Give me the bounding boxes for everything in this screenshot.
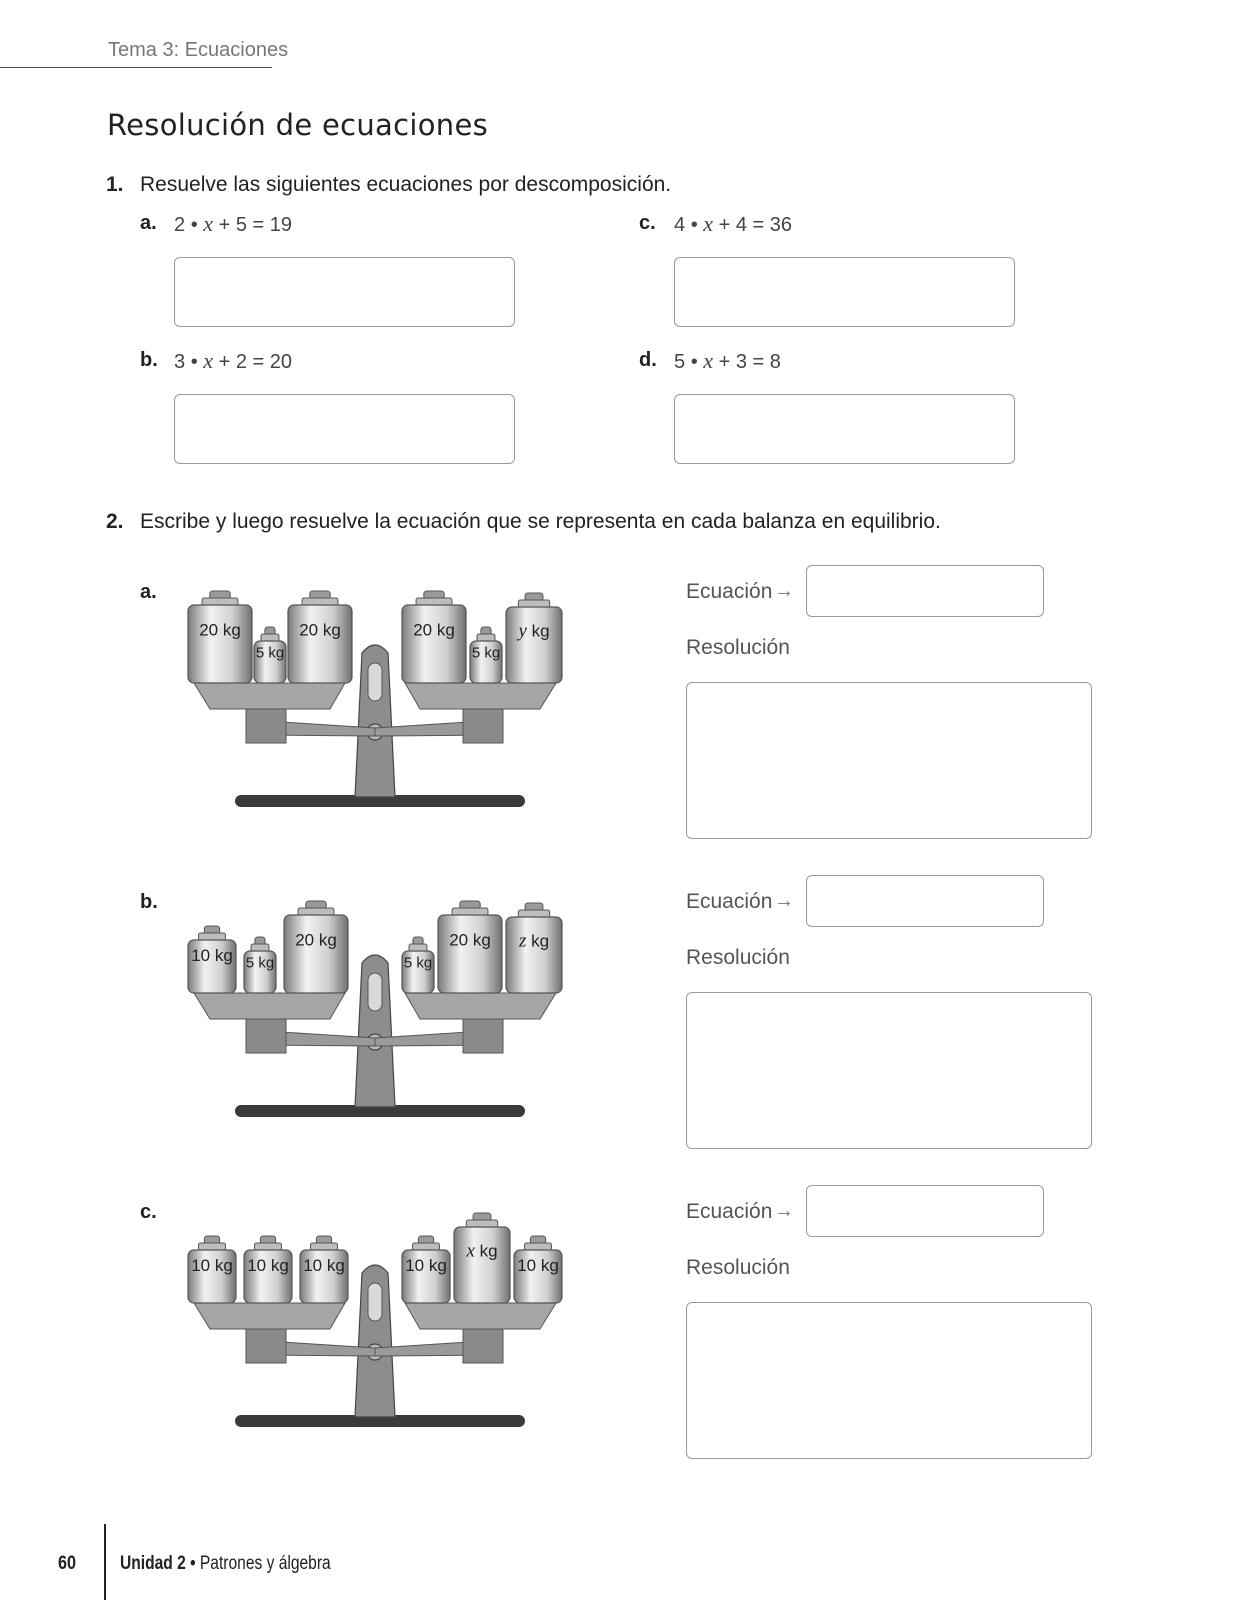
weight-left-2 — [284, 901, 348, 993]
weight-label: 5 kg — [403, 954, 433, 972]
weight-left-0 — [188, 926, 236, 993]
balance-b-letter: b. — [140, 891, 158, 913]
arrow-right-icon: → — [774, 1200, 794, 1222]
equation-1d: 5 • x + 3 = 8 — [674, 348, 781, 373]
question-1-prompt: Resuelve las siguientes ecuaciones por descomposición. — [140, 173, 672, 196]
weight-label: y kg — [518, 620, 550, 642]
weight-label: 5 kg — [245, 954, 275, 972]
balance-a-illustration — [180, 575, 570, 825]
footer-unit: Unidad 2 • Patrones y álgebra — [120, 1553, 331, 1574]
weight-label: 20 kg — [413, 620, 455, 640]
answer-box-1a[interactable] — [174, 257, 515, 327]
question-2-prompt: Escribe y luego resuelve la ecuación que se representa en cada balanza en equilibrio. — [140, 510, 941, 533]
weight-left-0 — [188, 1236, 236, 1303]
weight-left-0 — [188, 591, 252, 683]
weight-left-2 — [288, 591, 352, 683]
item-1d-letter: d. — [639, 349, 657, 371]
weight-label: 10 kg — [303, 1255, 345, 1275]
weight-label: 20 kg — [449, 930, 491, 950]
weight-label: 20 kg — [295, 930, 337, 950]
question-2-number: 2. — [106, 510, 124, 533]
weight-right-2 — [514, 1236, 562, 1303]
weight-label: 20 kg — [299, 620, 341, 640]
equation-box-a[interactable] — [806, 565, 1044, 617]
equation-label-c: Ecuación — [686, 1200, 773, 1223]
resolution-box-a[interactable] — [686, 682, 1092, 839]
weight-label: 20 kg — [199, 620, 241, 640]
weight-label: 5 kg — [255, 644, 285, 662]
weight-label: 10 kg — [191, 945, 233, 965]
resolution-label-a: Resolución — [686, 636, 790, 659]
item-1b-letter: b. — [140, 349, 158, 371]
balance-a-letter: a. — [140, 581, 157, 603]
weight-left-2 — [300, 1236, 348, 1303]
balance-c-letter: c. — [140, 1201, 157, 1223]
weight-left-1 — [244, 1236, 292, 1303]
answer-box-1b[interactable] — [174, 394, 515, 464]
weight-label: 10 kg — [191, 1255, 233, 1275]
equation-1a: 2 • x + 5 = 19 — [174, 211, 292, 236]
resolution-label-c: Resolución — [686, 1256, 790, 1279]
weight-right-1 — [470, 627, 502, 683]
weight-right-2 — [506, 593, 562, 683]
balance-b-illustration — [180, 885, 570, 1135]
weight-label: 10 kg — [247, 1255, 289, 1275]
equation-box-b[interactable] — [806, 875, 1044, 927]
arrow-right-icon: → — [774, 890, 794, 912]
question-1-number: 1. — [106, 173, 124, 196]
balance-c-illustration — [180, 1195, 570, 1445]
weight-left-1 — [244, 937, 276, 993]
weight-right-1 — [454, 1213, 510, 1303]
weight-label: 5 kg — [471, 644, 501, 662]
weight-right-1 — [438, 901, 502, 993]
answer-box-1c[interactable] — [674, 257, 1015, 327]
answer-box-1d[interactable] — [674, 394, 1015, 464]
weight-right-0 — [402, 591, 466, 683]
equation-box-c[interactable] — [806, 1185, 1044, 1237]
item-1a-letter: a. — [140, 212, 157, 234]
weight-left-1 — [254, 627, 286, 683]
resolution-box-c[interactable] — [686, 1302, 1092, 1459]
topic-header: Tema 3: Ecuaciones — [108, 39, 289, 61]
weight-right-0 — [402, 937, 434, 993]
arrow-right-icon: → — [774, 580, 794, 602]
header-rule — [0, 67, 272, 68]
footer-rule — [104, 1524, 106, 1600]
weight-right-0 — [402, 1236, 450, 1303]
equation-1b: 3 • x + 2 = 20 — [174, 348, 292, 373]
weight-label: z kg — [518, 930, 550, 952]
page-number: 60 — [58, 1553, 76, 1574]
equation-label-a: Ecuación — [686, 580, 773, 603]
equation-label-b: Ecuación — [686, 890, 773, 913]
equation-1c: 4 • x + 4 = 36 — [674, 211, 792, 236]
page-title: Resolución de ecuaciones — [107, 108, 488, 142]
item-1c-letter: c. — [639, 212, 656, 234]
resolution-box-b[interactable] — [686, 992, 1092, 1149]
weight-label: x kg — [466, 1240, 498, 1262]
weight-label: 10 kg — [517, 1255, 559, 1275]
weight-label: 10 kg — [405, 1255, 447, 1275]
weight-right-2 — [506, 903, 562, 993]
resolution-label-b: Resolución — [686, 946, 790, 969]
